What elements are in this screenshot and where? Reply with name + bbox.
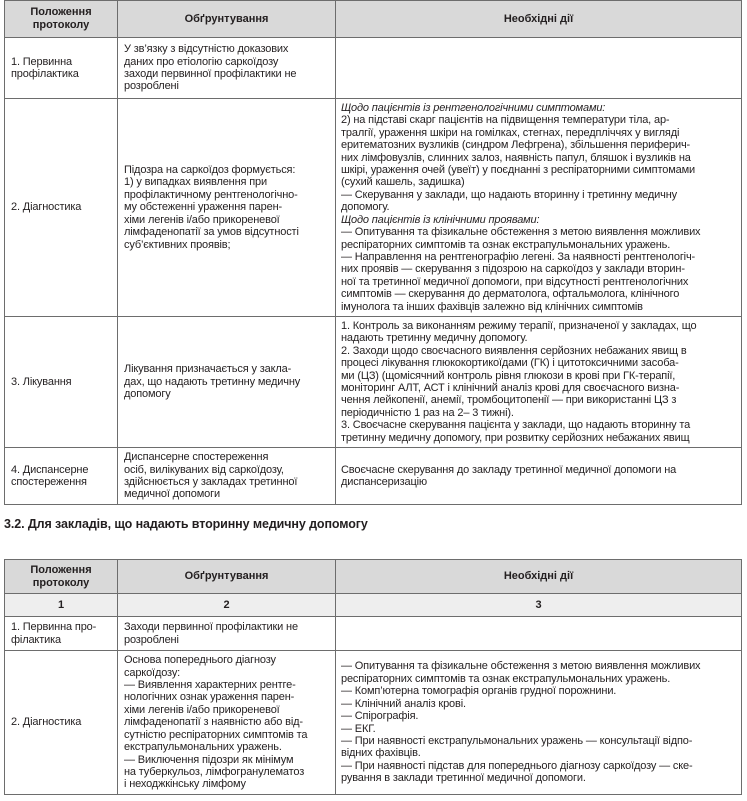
text-line: них проявів — скерування з підозрою на саркоїдоз у заклади вторин- [341,263,685,276]
cell-justification [118,38,336,99]
text-line: ної та третинної медичної допомоги, при відсутності рентгенологічних [341,275,689,288]
text-line: Своєчасне скерування до закладу третинної медичної допомоги на [341,463,677,476]
text-line: даних про етіологію саркоїдозу [124,55,279,68]
text-line: У зв’язку з відсутністю доказових [124,43,289,56]
text-line: — Виявлення характерних рентге- [124,679,296,692]
cell-justification [118,617,336,651]
text-line: розроблені [124,633,179,646]
header-required-actions: Необхідні дії [336,560,742,594]
text-line: профілактичному рентгенологічно- [124,188,298,201]
header-protocol-position: Положення протоколу [5,1,118,38]
text-line: респіраторних симптомів та ознак екстрапульмональних уражень. [341,238,671,251]
text-line: му обстеженні ураження парен- [124,201,283,214]
text-line: — Комп’ютерна томографія органів грудної порожнини. [341,685,617,698]
text-line: симптомів — скерування до дерматолога, офтальмолога, клінічного [341,288,680,301]
text-line: — Направлення на рентгенографію легені. За наявності рентгенологіч- [341,250,696,263]
column-number-row [5,594,742,617]
text-line: суб’єктивних проявів; [124,238,231,251]
text-line: — При наявності екстрапульмональних уражень — консультації відпо- [341,734,693,747]
cell-position [5,99,118,317]
cell-justification [118,317,336,448]
text-line: рування в заклади третинної медичної допомоги. [341,772,586,785]
text-line: здійснюється у закладах третинної [124,476,298,488]
text-line: чення лейкопенії, анемії, тромбоцитопенії — при використанні ЦЗ з [341,394,677,407]
text-line: — ЕКГ. [341,722,376,735]
header-required-actions: Необхідні дії [336,1,742,38]
text-line: — Спірографія. [341,710,419,723]
text-line: екстрапульмональних уражень. [124,741,282,754]
table-header-row [5,1,742,38]
text-line: 1. Первинна про- [11,621,97,634]
text-line: еритематозних вузликів (синдром Лефгрена), збільшення периферич- [341,139,691,152]
header-justification: Обґрунтування [118,560,336,594]
text-line: 4. Диспансерне [11,463,89,476]
text-line: Основа попереднього діагнозу [124,654,276,667]
text-line: нологічних ознак ураження парен- [124,691,295,704]
text-line: лімфаденопатії за умов відсутності [124,226,299,239]
text-line: — Скерування у заклади, що надають вторинну і третинну медичну [341,188,677,201]
text-line: Підозра на саркоїдоз формується: [124,164,296,177]
text-line: імунолога та інших фахівців залежно від клінічних симптомів [341,300,643,313]
table-row [5,448,742,505]
header-justification: Обґрунтування [118,1,336,38]
text-line: хіми легенів і/або прикореневої [124,213,280,226]
text-line: 2. Заходи щодо своєчасного виявлення серйозних небажаних явищ в [341,344,687,357]
header-protocol-position: Положення протоколу [5,560,118,594]
text-line: 2. Діагностика [11,201,82,214]
table-row [5,651,742,795]
text-line: надають третинну медичну допомогу. [341,332,528,345]
text-line: осіб, вилікуваних від саркоїдозу, [124,463,284,476]
table-row [5,617,742,651]
text-line: допомогу. [341,201,390,214]
text-line: медичної допомоги [124,488,220,501]
text-line: саркоїдозу: [124,666,181,679]
text-line: заходи первинної профілактики не [124,68,297,80]
text-line: Диспансерне спостереження [124,451,269,464]
text-line: — Виключення підозри як мінімум [124,753,294,766]
text-line: Заходи первинної профілактики не [124,621,298,634]
text-line: Щодо пацієнтів із рентгенологічними симптомами: [341,102,606,115]
protocol-table-secondary [4,559,742,795]
cell-actions [336,317,742,448]
text-line: 1. Контроль за виконанням режиму терапії, призначеної у закладах, що [341,319,697,332]
text-line: тралгії, ураження шкіри на гомілках, стегнах, передпліччях у вигляді [341,126,680,139]
text-line: допомогу [124,388,171,401]
text-line: спостереження [11,476,87,488]
text-line: профілактика [11,68,79,80]
cell-justification [118,99,336,317]
text-line: ми (ЦЗ) (щомісячний контроль рівня глюкози в крові при ГК-терапії, [341,369,676,382]
text-line: періодичністю 1 раз на 2– 3 тижні). [341,406,514,419]
cell-actions [336,651,742,795]
table-row [5,317,742,448]
text-line: філактика [11,633,61,646]
text-line: 1. Первинна [11,55,72,68]
text-line: розроблені [124,80,179,93]
text-line: — При наявності підстав для попереднього діагнозу саркоїдозу — ске- [341,759,693,772]
text-line: них лімфовузлів, слинних залоз, наявність папул, бляшок і вузликів на [341,151,691,164]
cell-justification [118,651,336,795]
column-number: 1 [5,594,118,617]
text-line: 2) на підставі скарг пацієнтів на підвищення температури тіла, ар- [341,114,670,127]
cell-position [5,617,118,651]
text-line: хіми легенів і/або прикореневої [124,703,280,716]
text-line: відних фахівців. [341,747,421,760]
table-header-row [5,560,742,594]
text-line: лімфаденопатії з наявністю або від- [124,716,303,729]
text-line: — Опитування та фізикальне обстеження з метою виявлення можливих [341,226,701,239]
text-line: — Опитування та фізикальне обстеження з метою виявлення можливих [341,660,701,673]
text-line: моніторинг АЛТ, АСТ і клінічний аналіз крові для своєчасного визна- [341,382,680,394]
text-line: 1) у випадках виявлення при [124,176,268,189]
text-line: і неходжкінську лімфому [124,778,246,791]
text-line: 3. Лікування [11,375,72,388]
text-line: дах, що надають третинну медичну [124,375,301,388]
protocol-table-primary [4,0,742,505]
text-line: 2. Діагностика [11,716,82,729]
text-line: — Клінічний аналіз крові. [341,697,466,710]
cell-actions [336,99,742,317]
cell-actions [336,448,742,505]
cell-position [5,38,118,99]
table-row [5,99,742,317]
text-line: Лікування призначається у закла- [124,363,292,376]
cell-position [5,448,118,505]
cell-position [5,651,118,795]
text-line: третинну медичну допомогу, при розвитку серйозних небажаних явищ [341,431,690,444]
text-line: шкірі, ураження очей (увеїт) у поєднанні з респіраторними симптомами [341,164,695,177]
cell-actions [336,38,742,99]
column-number: 3 [336,594,742,617]
text-line: респіраторних симптомів та ознак екстрапульмональних уражень. [341,672,671,685]
text-line: 3. Своєчасне скерування пацієнта у заклади, що надають вторинну та [341,419,691,432]
cell-justification [118,448,336,505]
table-row [5,38,742,99]
text-line: процесі лікування глюкокортикоїдами (ГК) і цитотоксичними засоба- [341,357,679,370]
text-line: (сухий кашель, задишка) [341,176,465,189]
text-line: на туберкульоз, лімфогранулематоз [124,765,305,778]
text-line: диспансеризацію [341,476,427,488]
text-line: сутністю респіраторних симптомів та [124,728,308,741]
column-number: 2 [118,594,336,617]
cell-position [5,317,118,448]
cell-actions [336,617,742,651]
text-line: Щодо пацієнтів із клінічними проявами: [341,213,540,226]
section-title: 3.2. Для закладів, що надають вторинну медичну допомогу [4,517,368,531]
